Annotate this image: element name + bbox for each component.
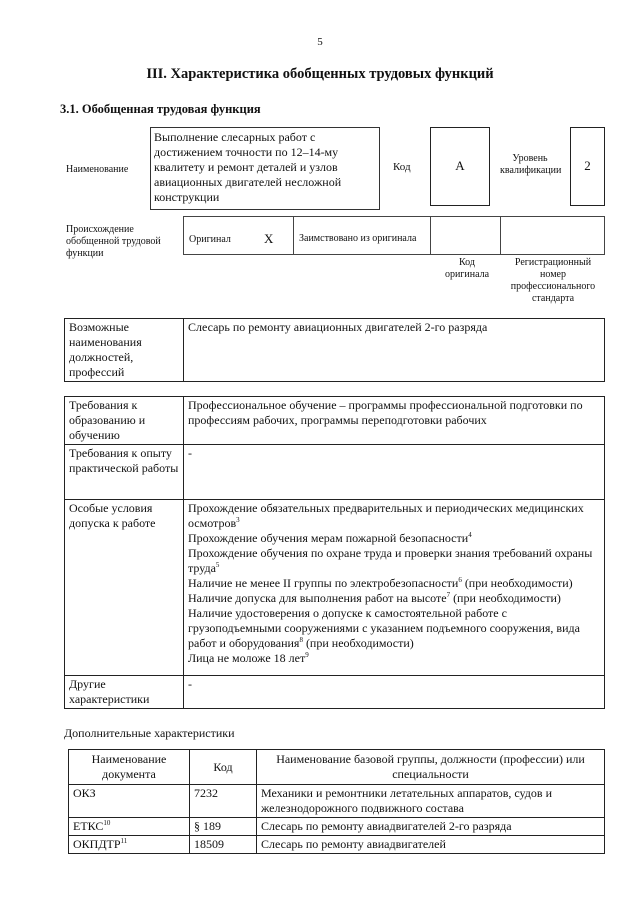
- row-okz-name: Механики и ремонтники летательных аппаратов, судов и железнодорожного подвижного состава: [257, 785, 605, 818]
- row-okpdtr-code: 18509: [190, 836, 257, 854]
- table-row: [69, 836, 605, 854]
- origin-divider-2: [430, 216, 431, 254]
- condition-age: Лица не моложе 18 лет$^9$: [188, 651, 309, 665]
- registration-number-label: Регистрационный номер профессионального стандарта: [510, 257, 596, 304]
- additional-heading: Дополнительные характеристики: [64, 726, 235, 740]
- original-label: Оригинал: [189, 234, 231, 245]
- subsection-title: 3.1. Обобщенная трудовая функция: [60, 102, 261, 116]
- education-label: Требования к образованию и обучению: [65, 397, 184, 445]
- function-name-box: [150, 127, 380, 210]
- additional-table: [68, 749, 605, 854]
- qualification-level-label: Уровень квалификации: [500, 153, 562, 176]
- positions-value: Слесарь по ремонту авиационных двигателей 2-го разряда: [184, 319, 605, 382]
- row-etks-name: Слесарь по ремонту авиадвигателей 2-го разряда: [257, 818, 605, 836]
- requirements-table: [64, 396, 605, 709]
- code-label: Код: [393, 161, 411, 173]
- special-conditions-label: Особые условия допуска к работе: [65, 500, 184, 676]
- level-box: [570, 127, 605, 206]
- section-title: III. Характеристика обобщенных трудовых функций: [146, 66, 494, 82]
- page-number: 5: [317, 36, 323, 48]
- row-okpdtr-name: Слесарь по ремонту авиадвигателей: [257, 836, 605, 854]
- condition-electrical-safety: Наличие не менее II группы по электробезопасности$^6$ (при необходимости): [188, 576, 573, 590]
- requirements-row-special-conditions: [65, 500, 605, 676]
- code-value: A: [455, 158, 465, 173]
- requirements-row-other: [65, 676, 605, 709]
- col-document: Наименование документа: [69, 750, 190, 785]
- other-characteristics-label: Другие характеристики: [65, 676, 184, 709]
- row-etks-doc: ЕТКС$^{10}$: [69, 818, 190, 836]
- row-okz-code: 7232: [190, 785, 257, 818]
- origin-divider-3: [500, 216, 501, 254]
- requirements-row-experience: [65, 445, 605, 500]
- experience-label: Требования к опыту практической работы: [65, 445, 184, 500]
- original-mark: X: [264, 231, 274, 246]
- positions-table: [64, 318, 605, 382]
- condition-fire-safety: Прохождение обучения мерам пожарной безопасности$^4$: [188, 531, 472, 545]
- special-conditions-value: [184, 500, 605, 676]
- name-label: Наименование: [66, 164, 129, 175]
- row-okz-doc: ОКЗ: [69, 785, 190, 818]
- other-characteristics-value: -: [184, 676, 605, 709]
- condition-medical: Прохождение обязательных предварительных и периодических медицинских осмотров$^3$: [188, 501, 584, 530]
- row-etks-code: § 189: [190, 818, 257, 836]
- additional-header-row: [69, 750, 605, 785]
- code-box: [430, 127, 490, 206]
- requirements-row-education: [65, 397, 605, 445]
- experience-value: -: [184, 445, 605, 500]
- condition-labor-safety: Прохождение обучения по охране труда и проверки знания требований охраны труда$^5$: [188, 546, 593, 575]
- origin-divider-1: [293, 216, 294, 254]
- borrowed-label: Заимствовано из оригинала: [299, 233, 417, 244]
- origin-label: Происхождение обобщенной трудовой функции: [66, 224, 161, 259]
- table-row: [69, 818, 605, 836]
- table-row: [69, 785, 605, 818]
- positions-label: Возможные наименования должностей, профессий: [65, 319, 184, 382]
- col-code: Код: [190, 750, 257, 785]
- condition-height-work: Наличие допуска для выполнения работ на высоте$^7$ (при необходимости): [188, 591, 561, 605]
- condition-lifting-equipment: Наличие удостоверения о допуске к самостоятельной работе с грузоподъемными сооружениями с указанием подъемного сооружения, вида работ и оборудования$^8$ (при необходимости): [188, 606, 580, 650]
- row-okpdtr-doc: ОКПДТР$^{11}$: [69, 836, 190, 854]
- positions-row: [65, 319, 605, 382]
- education-value: Профессиональное обучение – программы профессиональной подготовки по профессиям рабочих, программы переподготовки рабочих: [184, 397, 605, 445]
- level-value: 2: [584, 158, 591, 173]
- col-name: Наименование базовой группы, должности (профессии) или специальности: [257, 750, 605, 785]
- function-name: Выполнение слесарных работ с достижением точности по 12–14-му квалитету и ремонт деталей и узлов авиационных двигателей несложной конструкции: [154, 130, 342, 204]
- code-original-label: Код оригинала: [444, 257, 490, 280]
